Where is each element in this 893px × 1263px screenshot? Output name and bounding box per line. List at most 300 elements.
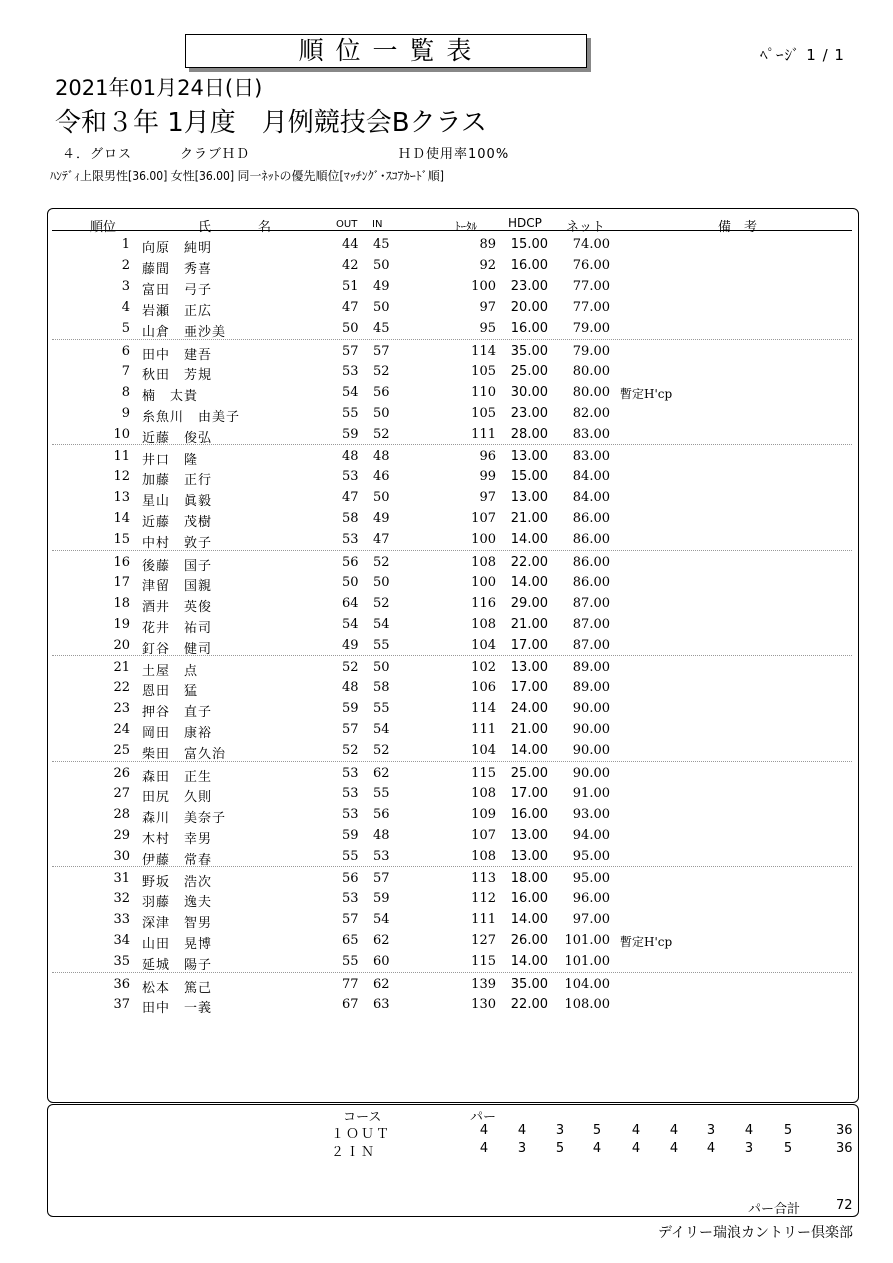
cell-net: 86.00 bbox=[572, 554, 610, 570]
cell-total: 99 bbox=[479, 469, 496, 485]
hole-par: 4 bbox=[669, 1123, 679, 1138]
table-row bbox=[52, 254, 852, 278]
hole-par: 3 bbox=[517, 1141, 527, 1156]
cell-rank: 9 bbox=[121, 405, 130, 421]
cell-hdcp: 13.00 bbox=[510, 490, 548, 506]
cell-hdcp: 22.00 bbox=[510, 554, 548, 570]
cell-name: 押谷 直子 bbox=[142, 705, 213, 721]
table-row bbox=[52, 528, 852, 552]
cell-hdcp: 14.00 bbox=[510, 912, 548, 928]
cell-name: 向原 純明 bbox=[142, 241, 213, 256]
cell-out: 58 bbox=[342, 511, 359, 527]
col-rank-header: 順位 bbox=[90, 220, 117, 235]
cell-in: 50 bbox=[373, 258, 390, 274]
cell-rank: 36 bbox=[113, 976, 130, 992]
cell-rank: 28 bbox=[113, 806, 130, 822]
par-label: パー bbox=[470, 1110, 497, 1125]
cell-hdcp: 18.00 bbox=[510, 871, 548, 886]
hole-par: 5 bbox=[783, 1141, 793, 1156]
cell-hdcp: 17.00 bbox=[510, 785, 548, 801]
cell-name: 岡田 康裕 bbox=[142, 726, 213, 742]
hole-par: 5 bbox=[592, 1123, 602, 1138]
cell-out: 42 bbox=[342, 258, 359, 274]
cell-net: 76.00 bbox=[572, 258, 610, 274]
event-date: 2021年01月24日(日) bbox=[55, 76, 263, 100]
cell-hdcp: 14.00 bbox=[510, 954, 548, 970]
cell-in: 55 bbox=[373, 785, 390, 801]
cell-in: 58 bbox=[373, 680, 390, 696]
col-name-header-2: 名 bbox=[258, 220, 272, 235]
cell-hdcp: 29.00 bbox=[510, 595, 548, 611]
cell-name: 酒井 英俊 bbox=[142, 599, 213, 615]
cell-net: 108.00 bbox=[564, 996, 610, 1012]
cell-total: 116 bbox=[471, 595, 496, 611]
table-row bbox=[52, 950, 852, 974]
cell-rank: 23 bbox=[113, 701, 130, 717]
hole-par: 3 bbox=[706, 1123, 716, 1138]
hole-par: 4 bbox=[669, 1141, 679, 1156]
cell-in: 63 bbox=[373, 996, 390, 1012]
cell-out: 53 bbox=[342, 469, 359, 485]
cell-name: 羽藤 逸夫 bbox=[142, 895, 213, 911]
table-row bbox=[52, 381, 852, 402]
cell-net: 84.00 bbox=[572, 469, 610, 485]
cell-net: 90.00 bbox=[572, 722, 610, 738]
hole-par: 4 bbox=[479, 1123, 489, 1138]
cell-total: 113 bbox=[471, 871, 496, 886]
cell-in: 54 bbox=[373, 912, 390, 928]
col-in-header: IN bbox=[372, 219, 383, 230]
cell-rank: 29 bbox=[113, 827, 130, 843]
cell-rank: 19 bbox=[113, 616, 130, 632]
cell-hdcp: 24.00 bbox=[510, 701, 548, 717]
cell-net: 86.00 bbox=[572, 532, 610, 548]
cell-net: 93.00 bbox=[572, 806, 610, 822]
cell-rank: 11 bbox=[113, 449, 130, 464]
cell-rank: 26 bbox=[113, 765, 130, 781]
cell-net: 91.00 bbox=[572, 785, 610, 801]
cell-name: 加藤 正行 bbox=[142, 473, 213, 489]
cell-net: 96.00 bbox=[572, 891, 610, 907]
cell-hdcp: 35.00 bbox=[510, 343, 548, 359]
cell-name: 中村 敦子 bbox=[142, 536, 213, 552]
cell-name: 山田 晃博 bbox=[142, 937, 213, 953]
cell-rank: 34 bbox=[113, 933, 130, 949]
table-row bbox=[52, 507, 852, 531]
table-row bbox=[52, 761, 852, 783]
table-row bbox=[52, 275, 852, 299]
condition-note: ﾊﾝﾃﾞｨ上限男性[36.00] 女性[36.00] 同一ﾈｯﾄの優先順位[ﾏｯﾁﾝｸﾞ･ｽｺｱｶｰﾄﾞ順] bbox=[50, 169, 444, 183]
condition-hd: クラブＨＤ bbox=[180, 147, 251, 162]
course-par-total: 36 bbox=[836, 1141, 853, 1156]
cell-in: 52 bbox=[373, 426, 390, 442]
cell-name: 山倉 亜沙美 bbox=[142, 325, 227, 341]
cell-in: 56 bbox=[373, 806, 390, 822]
par-total-label: パー合計 bbox=[748, 1202, 801, 1217]
cell-total: 108 bbox=[471, 785, 496, 801]
cell-net: 95.00 bbox=[572, 871, 610, 886]
col-out-header: OUT bbox=[336, 219, 358, 230]
cell-net: 77.00 bbox=[572, 279, 610, 295]
cell-out: 54 bbox=[342, 384, 359, 400]
cell-out: 77 bbox=[342, 976, 359, 992]
cell-hdcp: 14.00 bbox=[510, 532, 548, 548]
cell-name: 糸魚川 由美子 bbox=[142, 409, 241, 425]
hole-par: 4 bbox=[592, 1141, 602, 1156]
cell-rank: 15 bbox=[113, 532, 130, 548]
cell-out: 59 bbox=[342, 701, 359, 717]
cell-name: 津留 国親 bbox=[142, 578, 213, 594]
header-divider bbox=[52, 230, 852, 231]
cell-out: 52 bbox=[342, 660, 359, 675]
cell-in: 45 bbox=[373, 321, 390, 337]
table-row bbox=[52, 233, 852, 254]
course-name: ２ＩＮ bbox=[331, 1145, 377, 1160]
cell-total: 111 bbox=[471, 722, 496, 738]
cell-out: 50 bbox=[342, 574, 359, 590]
cell-in: 62 bbox=[373, 933, 390, 949]
cell-rank: 2 bbox=[121, 258, 130, 274]
cell-in: 62 bbox=[373, 976, 390, 992]
cell-total: 107 bbox=[471, 827, 496, 843]
cell-in: 50 bbox=[373, 490, 390, 506]
cell-out: 53 bbox=[342, 806, 359, 822]
club-name: デイリー瑞浪カントリー倶楽部 bbox=[657, 1225, 853, 1241]
cell-out: 67 bbox=[342, 996, 359, 1012]
cell-in: 48 bbox=[373, 827, 390, 843]
cell-hdcp: 21.00 bbox=[510, 511, 548, 527]
cell-in: 50 bbox=[373, 405, 390, 421]
cell-name: 柴田 富久治 bbox=[142, 747, 227, 763]
cell-hdcp: 23.00 bbox=[510, 405, 548, 421]
col-name-header-1: 氏 bbox=[198, 220, 212, 235]
cell-name: 田中 建吾 bbox=[142, 347, 213, 363]
hole-par: 4 bbox=[631, 1141, 641, 1156]
cell-hdcp: 30.00 bbox=[510, 384, 548, 400]
cell-note: 暫定H'cp bbox=[620, 386, 673, 401]
cell-hdcp: 25.00 bbox=[510, 363, 548, 379]
event-name: 令和３年 1月度 月例競技会Bクラス bbox=[55, 108, 487, 138]
cell-out: 50 bbox=[342, 321, 359, 337]
hole-par: 4 bbox=[479, 1141, 489, 1156]
cell-net: 80.00 bbox=[572, 363, 610, 379]
table-row bbox=[52, 908, 852, 932]
col-note-header-1: 備 bbox=[718, 220, 732, 235]
cell-rank: 12 bbox=[113, 469, 130, 485]
cell-out: 56 bbox=[342, 554, 359, 570]
cell-rank: 31 bbox=[113, 871, 130, 886]
hole-par: 3 bbox=[555, 1123, 565, 1138]
report-title: 順 位 一 覧 表 bbox=[185, 34, 587, 68]
cell-net: 87.00 bbox=[572, 616, 610, 632]
cell-total: 112 bbox=[471, 891, 496, 907]
cell-net: 90.00 bbox=[572, 765, 610, 781]
cell-total: 89 bbox=[479, 237, 496, 252]
cell-total: 130 bbox=[471, 996, 496, 1012]
table-row bbox=[52, 676, 852, 700]
cell-total: 100 bbox=[471, 532, 496, 548]
cell-rank: 35 bbox=[113, 954, 130, 970]
cell-total: 104 bbox=[471, 743, 496, 759]
table-row bbox=[52, 655, 852, 677]
cell-net: 83.00 bbox=[572, 449, 610, 464]
course-panel bbox=[47, 1104, 859, 1217]
cell-hdcp: 22.00 bbox=[510, 996, 548, 1012]
cell-hdcp: 26.00 bbox=[510, 933, 548, 949]
cell-name: 田中 一義 bbox=[142, 1000, 213, 1016]
cell-out: 56 bbox=[342, 871, 359, 886]
cell-net: 83.00 bbox=[572, 426, 610, 442]
cell-out: 57 bbox=[342, 912, 359, 928]
cell-name: 野坂 浩次 bbox=[142, 875, 213, 890]
table-row bbox=[52, 592, 852, 613]
condition-rate: ＨＤ使用率100% bbox=[398, 147, 510, 162]
cell-net: 89.00 bbox=[572, 660, 610, 675]
cell-name: 釘谷 健司 bbox=[142, 641, 213, 657]
table-row bbox=[52, 465, 852, 489]
cell-total: 108 bbox=[471, 554, 496, 570]
cell-in: 50 bbox=[373, 660, 390, 675]
cell-rank: 6 bbox=[121, 343, 130, 359]
cell-name: 田尻 久則 bbox=[142, 789, 213, 805]
cell-total: 127 bbox=[471, 933, 496, 949]
cell-rank: 14 bbox=[113, 511, 130, 527]
cell-net: 79.00 bbox=[572, 343, 610, 359]
cell-total: 108 bbox=[471, 616, 496, 632]
cell-rank: 18 bbox=[113, 595, 130, 611]
cell-in: 54 bbox=[373, 722, 390, 738]
cell-rank: 8 bbox=[121, 384, 130, 400]
cell-in: 57 bbox=[373, 343, 390, 359]
cell-hdcp: 20.00 bbox=[510, 300, 548, 316]
table-row bbox=[52, 571, 852, 592]
cell-hdcp: 16.00 bbox=[510, 891, 548, 907]
par-total-value: 72 bbox=[836, 1198, 853, 1213]
cell-out: 53 bbox=[342, 363, 359, 379]
cell-in: 49 bbox=[373, 279, 390, 295]
cell-out: 49 bbox=[342, 637, 359, 653]
cell-rank: 22 bbox=[113, 680, 130, 696]
cell-out: 59 bbox=[342, 426, 359, 442]
cell-name: 花井 祐司 bbox=[142, 620, 213, 636]
cell-out: 64 bbox=[342, 595, 359, 611]
col-note-header-2: 考 bbox=[744, 220, 758, 235]
cell-net: 90.00 bbox=[572, 743, 610, 759]
cell-name: 後藤 国子 bbox=[142, 558, 213, 574]
cell-out: 54 bbox=[342, 616, 359, 632]
cell-total: 110 bbox=[471, 384, 496, 400]
cell-hdcp: 16.00 bbox=[510, 806, 548, 822]
cell-total: 100 bbox=[471, 279, 496, 295]
cell-hdcp: 15.00 bbox=[510, 237, 548, 252]
cell-net: 80.00 bbox=[572, 384, 610, 400]
cell-net: 101.00 bbox=[564, 954, 610, 970]
page-number: ﾍﾟｰｼﾞ 1 / 1 bbox=[760, 46, 845, 64]
cell-rank: 20 bbox=[113, 637, 130, 653]
hole-par: 3 bbox=[744, 1141, 754, 1156]
cell-out: 51 bbox=[342, 279, 359, 295]
cell-total: 105 bbox=[471, 363, 496, 379]
cell-out: 53 bbox=[342, 785, 359, 801]
cell-rank: 27 bbox=[113, 785, 130, 801]
cell-in: 52 bbox=[373, 595, 390, 611]
cell-rank: 10 bbox=[113, 426, 130, 442]
cell-hdcp: 35.00 bbox=[510, 976, 548, 992]
table-row bbox=[52, 339, 852, 361]
table-row bbox=[52, 993, 852, 1014]
cell-hdcp: 16.00 bbox=[510, 321, 548, 337]
cell-net: 77.00 bbox=[572, 300, 610, 316]
cell-rank: 7 bbox=[121, 363, 130, 379]
cell-total: 97 bbox=[479, 490, 496, 506]
cell-out: 55 bbox=[342, 405, 359, 421]
cell-hdcp: 16.00 bbox=[510, 258, 548, 274]
cell-out: 47 bbox=[342, 300, 359, 316]
cell-note: 暫定H'cp bbox=[620, 935, 673, 950]
cell-net: 101.00 bbox=[564, 933, 610, 949]
cell-rank: 25 bbox=[113, 743, 130, 759]
cell-total: 115 bbox=[471, 954, 496, 970]
cell-net: 89.00 bbox=[572, 680, 610, 696]
cell-name: 松本 篤己 bbox=[142, 980, 213, 996]
cell-total: 115 bbox=[471, 765, 496, 781]
cell-name: 富田 弓子 bbox=[142, 283, 213, 299]
cell-rank: 13 bbox=[113, 490, 130, 506]
table-row bbox=[52, 360, 852, 381]
cell-name: 星山 眞毅 bbox=[142, 494, 213, 510]
cell-total: 96 bbox=[479, 449, 496, 464]
table-row bbox=[52, 486, 852, 510]
hole-par: 5 bbox=[783, 1123, 793, 1138]
cell-in: 54 bbox=[373, 616, 390, 632]
cell-hdcp: 13.00 bbox=[510, 449, 548, 464]
cell-in: 55 bbox=[373, 637, 390, 653]
cell-in: 48 bbox=[373, 449, 390, 464]
table-row bbox=[52, 887, 852, 911]
cell-total: 106 bbox=[471, 680, 496, 696]
cell-hdcp: 25.00 bbox=[510, 765, 548, 781]
cell-total: 109 bbox=[471, 806, 496, 822]
cell-name: 楠 太貴 bbox=[142, 388, 199, 404]
table-row bbox=[52, 317, 852, 341]
cell-hdcp: 15.00 bbox=[510, 469, 548, 485]
cell-rank: 3 bbox=[121, 279, 130, 295]
cell-rank: 24 bbox=[113, 722, 130, 738]
cell-rank: 30 bbox=[113, 848, 130, 864]
cell-hdcp: 21.00 bbox=[510, 616, 548, 632]
table-row bbox=[52, 845, 852, 866]
condition-number: ４．グロス bbox=[62, 147, 133, 162]
cell-out: 48 bbox=[342, 449, 359, 464]
col-net-header: ネット bbox=[566, 220, 606, 235]
hole-par: 4 bbox=[517, 1123, 527, 1138]
cell-rank: 1 bbox=[121, 237, 130, 252]
col-total-header: ﾄｰﾀﾙ bbox=[455, 220, 477, 233]
cell-out: 44 bbox=[342, 237, 359, 252]
cell-in: 45 bbox=[373, 237, 390, 252]
cell-hdcp: 13.00 bbox=[510, 660, 548, 675]
cell-name: 木村 幸男 bbox=[142, 831, 213, 847]
cell-hdcp: 17.00 bbox=[510, 637, 548, 653]
hole-par: 4 bbox=[744, 1123, 754, 1138]
table-row bbox=[52, 423, 852, 444]
cell-name: 近藤 俊弘 bbox=[142, 430, 213, 446]
cell-rank: 32 bbox=[113, 891, 130, 907]
cell-in: 52 bbox=[373, 363, 390, 379]
cell-out: 55 bbox=[342, 848, 359, 864]
cell-total: 95 bbox=[479, 321, 496, 337]
table-row bbox=[52, 634, 852, 655]
cell-total: 114 bbox=[471, 343, 496, 359]
cell-in: 59 bbox=[373, 891, 390, 907]
table-row bbox=[52, 739, 852, 763]
cell-name: 恩田 猛 bbox=[142, 684, 199, 700]
cell-hdcp: 21.00 bbox=[510, 722, 548, 738]
table-row bbox=[52, 803, 852, 824]
cell-out: 65 bbox=[342, 933, 359, 949]
cell-total: 114 bbox=[471, 701, 496, 717]
cell-in: 53 bbox=[373, 848, 390, 864]
table-row bbox=[52, 697, 852, 721]
cell-name: 延城 陽子 bbox=[142, 958, 213, 974]
cell-name: 森田 正生 bbox=[142, 769, 213, 785]
cell-net: 84.00 bbox=[572, 490, 610, 506]
cell-in: 55 bbox=[373, 701, 390, 717]
cell-total: 102 bbox=[471, 660, 496, 675]
cell-net: 87.00 bbox=[572, 595, 610, 611]
cell-out: 53 bbox=[342, 891, 359, 907]
cell-total: 97 bbox=[479, 300, 496, 316]
cell-total: 105 bbox=[471, 405, 496, 421]
table-row bbox=[52, 929, 852, 953]
cell-out: 48 bbox=[342, 680, 359, 696]
cell-out: 59 bbox=[342, 827, 359, 843]
cell-in: 47 bbox=[373, 532, 390, 548]
cell-net: 79.00 bbox=[572, 321, 610, 337]
cell-net: 86.00 bbox=[572, 574, 610, 590]
table-row bbox=[52, 718, 852, 742]
cell-rank: 4 bbox=[121, 300, 130, 316]
table-row bbox=[52, 782, 852, 803]
cell-in: 50 bbox=[373, 300, 390, 316]
cell-rank: 17 bbox=[113, 574, 130, 590]
cell-net: 94.00 bbox=[572, 827, 610, 843]
cell-total: 139 bbox=[471, 976, 496, 992]
cell-in: 52 bbox=[373, 554, 390, 570]
cell-name: 岩瀬 正広 bbox=[142, 304, 213, 320]
table-row bbox=[52, 972, 852, 994]
cell-net: 95.00 bbox=[572, 848, 610, 864]
cell-name: 藤間 秀喜 bbox=[142, 262, 213, 278]
cell-out: 53 bbox=[342, 765, 359, 781]
cell-name: 井口 隆 bbox=[142, 453, 199, 468]
table-row bbox=[52, 402, 852, 423]
table-row bbox=[52, 824, 852, 845]
table-row bbox=[52, 613, 852, 634]
table-row bbox=[52, 550, 852, 572]
cell-hdcp: 13.00 bbox=[510, 848, 548, 864]
cell-net: 97.00 bbox=[572, 912, 610, 928]
cell-total: 111 bbox=[471, 426, 496, 442]
cell-net: 74.00 bbox=[572, 237, 610, 252]
cell-in: 57 bbox=[373, 871, 390, 886]
cell-net: 86.00 bbox=[572, 511, 610, 527]
cell-out: 47 bbox=[342, 490, 359, 506]
cell-in: 49 bbox=[373, 511, 390, 527]
hole-par: 5 bbox=[555, 1141, 565, 1156]
table-row bbox=[52, 296, 852, 320]
cell-total: 111 bbox=[471, 912, 496, 928]
